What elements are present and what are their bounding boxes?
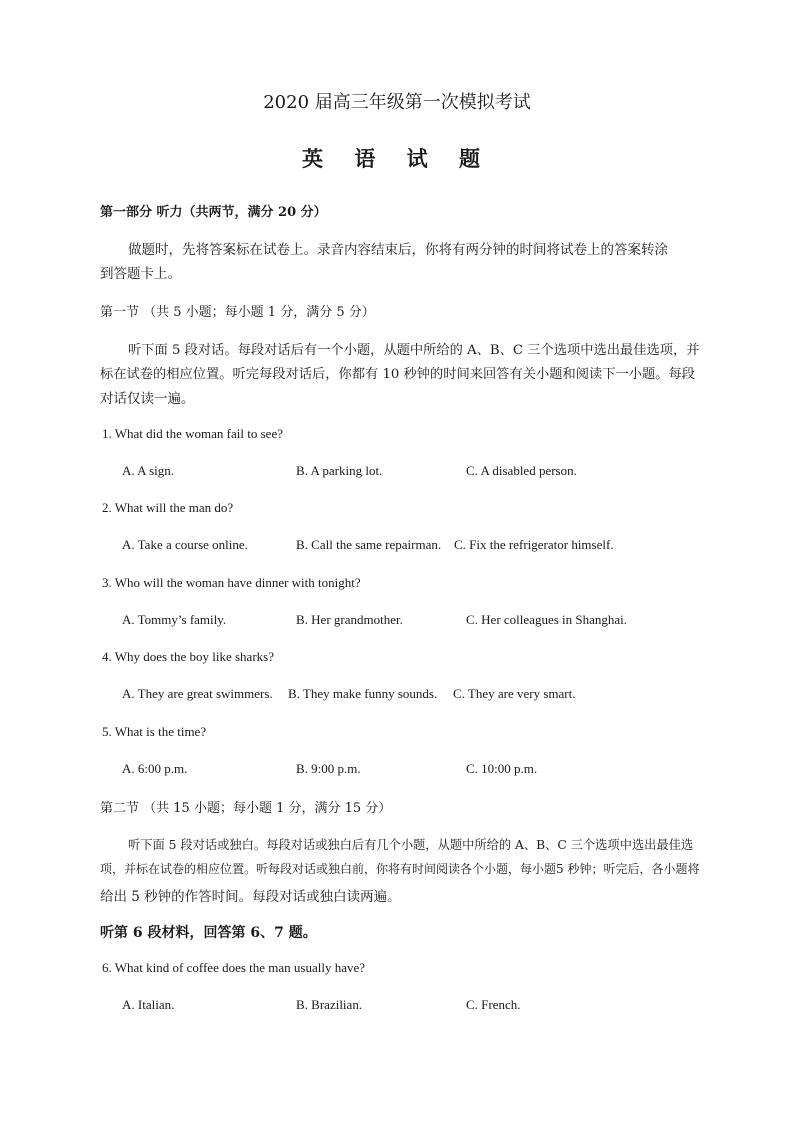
exam-title: 2020 届高三年级第一次模拟考试 — [263, 92, 531, 113]
question-4: 4. Why does the boy like sharks? — [102, 649, 274, 664]
q1-option-b: B. A parking lot. — [296, 463, 383, 478]
q5-option-c: C. 10:00 p.m. — [466, 761, 538, 776]
question-5: 5. What is the time? — [102, 724, 207, 739]
q3-option-c: C. Her colleagues in Shanghai. — [466, 612, 628, 627]
q4-option-c: C. They are very smart. — [453, 686, 576, 701]
instructions-line2: 到答题卡上。 — [100, 266, 181, 282]
section1-line3: 对话仅读一遍。 — [100, 391, 195, 407]
section2-line1: 听下面 5 段对话或独白。每段对话或独白后有几个小题，从题中所给的 A、B、C 三个选项中选出最佳选 — [128, 838, 694, 852]
q6-option-b: B. Brazilian. — [296, 997, 363, 1012]
question-6: 6. What kind of coffee does the man usually have? — [102, 960, 366, 975]
part1-header: 第一部分 听力（共两节，满分 20 分） — [100, 205, 327, 220]
q2-option-a: A. Take a course online. — [122, 537, 248, 552]
q2-option-b: B. Call the same repairman. — [296, 537, 442, 552]
q4-option-b: B. They make funny sounds. — [288, 686, 438, 701]
section2-header: 第二节 （共 15 小题；每小题 1 分，满分 15 分） — [100, 801, 392, 816]
q5-option-a: A. 6:00 p.m. — [122, 761, 188, 776]
q3-option-a: A. Tommy’s family. — [122, 612, 227, 627]
section2-line2: 项，并标在试卷的相应位置。听每段对话或独白前，你将有时间阅读各个小题，每小题5 秒钟；听完后，各小题将 — [100, 862, 700, 876]
section1-header: 第一节 （共 5 小题；每小题 1 分，满分 5 分） — [100, 305, 375, 320]
question-3: 3. Who will the woman have dinner with tonight? — [102, 575, 361, 590]
q2-option-c: C. Fix the refrigerator himself. — [454, 537, 614, 552]
q1-option-a: A. A sign. — [122, 463, 175, 478]
section2-line3: 给出 5 秒钟的作答时间。每段对话或独白读两遍。 — [100, 889, 401, 905]
q6-option-c: C. French. — [466, 997, 521, 1012]
q6-option-a: A. Italian. — [122, 997, 175, 1012]
material-6-header: 听第 6 段材料，回答第 6、7 题。 — [100, 925, 317, 941]
q3-option-b: B. Her grandmother. — [296, 612, 403, 627]
instructions-line1: 做题时，先将答案标在试卷上。录音内容结束后，你将有两分钟的时间将试卷上的答案转涂 — [128, 242, 668, 258]
subject-title: 英 语 试 题 — [302, 146, 492, 171]
q1-option-c: C. A disabled person. — [466, 463, 577, 478]
section1-line2: 标在试卷的相应位置。听完每段对话后，你都有 10 秒钟的时间来回答有关小题和阅读下一小题。每段 — [100, 367, 696, 382]
question-1: 1. What did the woman fail to see? — [102, 426, 283, 441]
q5-option-b: B. 9:00 p.m. — [296, 761, 361, 776]
q4-option-a: A. They are great swimmers. — [122, 686, 273, 701]
question-2: 2. What will the man do? — [102, 500, 234, 515]
section1-line1: 听下面 5 段对话。每段对话后有一个小题，从题中所给的 A、B、C 三个选项中选出最佳选项，并 — [128, 343, 700, 358]
